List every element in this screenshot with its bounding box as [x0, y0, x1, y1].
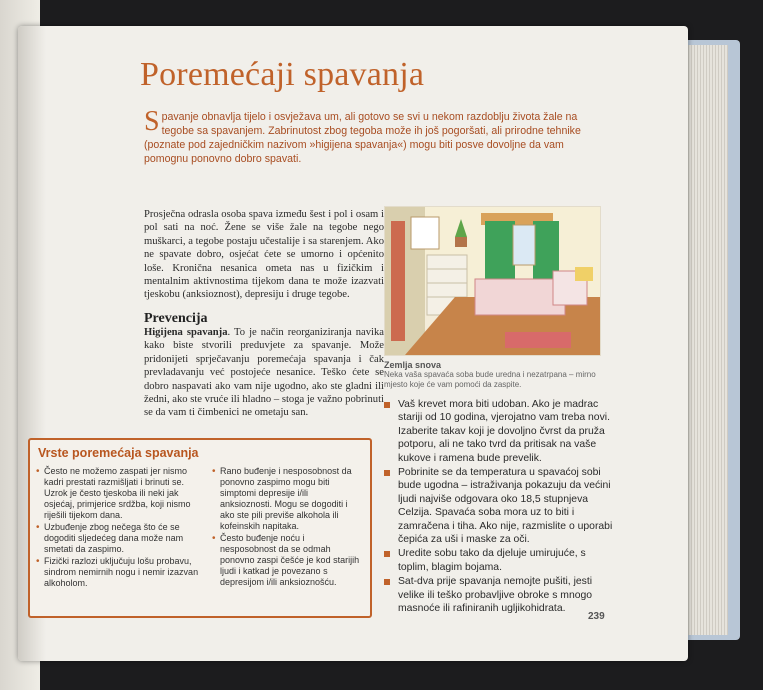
bedroom-illustration-drawing — [385, 207, 600, 355]
intro-text: pavanje obnavlja tijelo i osvježava um, ali gotovo se svi u nekom razdoblju života žale na tegobe sa spavanjem. Zabrinutost zbog tegoba može ih još pogoršati, ali prirodne tehnike (poznate pod zajedničkim nazivom »higijena spavanja«) mogu biti posve dovoljne da vam pomognu ponovno dobro spavati. — [144, 111, 581, 165]
prevention-text: . To je način reorganiziranja navika kako biste stvorili preduvjete za spavanje. Može pridonijeti sprječavanju poremećaja spavanja i čak prevladavanju već postojeće nesanice. Teško ćete se dobro naspavati ako vam nije ugodno, ako ste gladni ili žedni, ako ste vruće ili hladno – stoga je važno pobrinuti se da vam ti čimbenici ne ometaju san. — [144, 327, 384, 419]
intro-paragraph — [144, 106, 584, 166]
prevention-lead: Higijena spavanja — [144, 327, 228, 338]
tips-list-item: Vaš krevet mora biti udoban. Ako je madrac stariji od 10 godina, vjerojatno vam treba novi. Izaberite takav koji je dovoljno čvrst da pruža potporu, ali ne tako tvrd da pritisak na vaše kukove i ramena bude prevelik. — [384, 398, 614, 465]
sidebar-box-column-2 — [212, 466, 362, 589]
prevention-paragraph — [144, 326, 384, 420]
page-number: 239 — [588, 611, 605, 622]
sidebar-list-item: • Uzbuđenje zbog nečega što će se dogoditi sljedećeg dana može nam smetati da zaspimo. — [36, 522, 204, 555]
body-paragraph: Prosječna odrasla osoba spava između šest i pol i osam i pol sati na noć. Žene se više žale na tegobe nego muškarci, a tegobe postaju učestalije i sa starenjem. Ako ne spavate dobro, osjećat ćete se umorno i općenito loše. Kronična nesanica ometa nas u fizičkim i mentalnim aktivnostima tijekom dana te može izazvati tjeskobu (anksioznost), depresiju i druge tegobe. — [144, 209, 384, 301]
tips-list-item: Sat-dva prije spavanja nemojte pušiti, jesti velike ili teško probavljive obroke s mnogo masnoće ili rafiniranih ugljikohidrata. — [384, 575, 614, 615]
drop-cap: S — [144, 106, 160, 137]
tips-list — [384, 398, 614, 617]
bedroom-illustration — [384, 206, 601, 356]
caption-text: Neka vaša spavaća soba bude uredna i nezatrpana – mirno mjesto koje će vam pomoći da zaspite. — [384, 370, 596, 389]
section-heading: Prevencija — [144, 311, 208, 326]
sidebar-box-column-1 — [36, 466, 204, 590]
tips-list-item: Pobrinite se da temperatura u spavaćoj sobi bude ugodna – istraživanja pokazuju da većini ljudi najviše odgovara oko 18,5 stupnjeva Celzija. Spavaća soba mora uz to biti i zamračena i tiha. Ako nije, razmislite o uporabi čepića za uši i maske za oči. — [384, 466, 614, 546]
tips-list-item: Uredite sobu tako da djeluje umirujuće, s toplim, blagim bojama. — [384, 547, 614, 574]
book-page — [18, 26, 688, 661]
sidebar-list-item: • Često buđenje noću i nesposobnost da se odmah ponovno zaspi češće je kod starijih ljudi i katkad je povezano s depresijom i/ili anksioznošću. — [212, 533, 362, 588]
sidebar-list-item: • Fizički razlozi uključuju lošu probavu, sindrom nemirnih nogu i nemir izazvan alkoholom. — [36, 556, 204, 589]
sidebar-box — [28, 438, 372, 618]
page-title: Poremećaji spavanja — [140, 56, 425, 93]
sidebar-list-item: • Rano buđenje i nesposobnost da ponovno zaspimo mogu biti simptomi depresije i/ili anksioznosti. Mogu se dogoditi i ako ste pili previše alkohola ili kofeinskih napitaka. — [212, 466, 362, 532]
sidebar-box-title: Vrste poremećaja spavanja — [38, 446, 199, 460]
caption-title: Zemlja snova — [384, 360, 442, 370]
sidebar-list-item: • Često ne možemo zaspati jer nismo kadri prestati razmišljati i brinuti se. Uzrok je često tjeskoba ili neki jak osjećaj, primjerice srdžba, koji nismo riješili tijekom dana. — [36, 466, 204, 521]
